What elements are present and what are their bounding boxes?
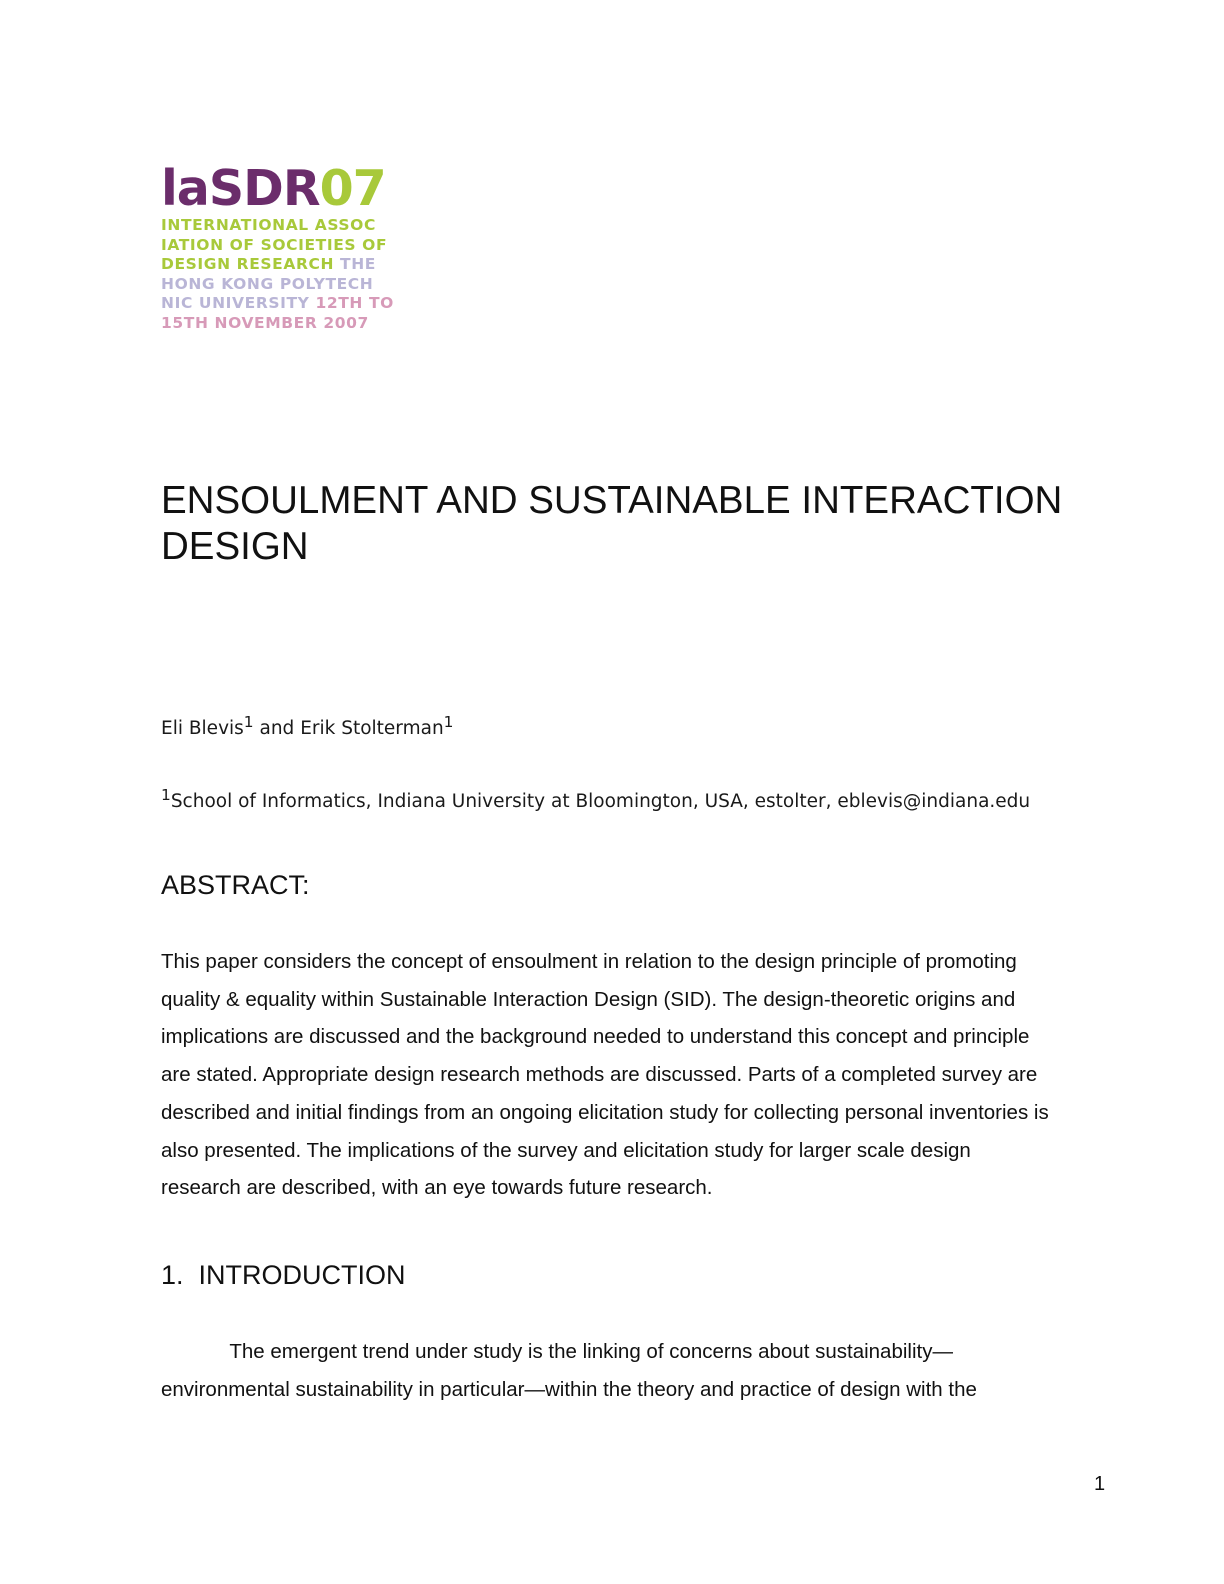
conference-logo [161, 160, 411, 333]
author-affiliation-mark: 1 [443, 713, 454, 731]
logo-text-segment: HONG KONG POLYTECH [161, 274, 374, 293]
logo-text-line [161, 294, 411, 314]
author-connector: and [253, 718, 301, 740]
introduction-heading: 1. INTRODUCTION [161, 1260, 406, 1290]
logo-text-segment: NIC UNIVERSITY [161, 294, 316, 312]
logo-text-line [161, 236, 411, 256]
logo-text-segment: 15TH NOVEMBER 2007 [161, 313, 369, 332]
author-affiliation-mark: 1 [243, 713, 254, 731]
affiliation-line [161, 783, 1030, 814]
page-number: 1 [1094, 1473, 1106, 1495]
logo-text-segment: INTERNATIONAL ASSOC [161, 216, 376, 234]
logo-mark-left: laSDR [161, 160, 320, 217]
logo-mark [161, 160, 411, 217]
logo-text-segment: THE [340, 255, 376, 273]
abstract-body: This paper considers the concept of ensoulment in relation to the design principle of promoting quality & equality within Sustainable Interaction Design (SID). The design-theoretic origins and implications are discussed and the background needed to understand this concept and principle are stated. Appropriate design research methods are discussed. Parts of a completed survey are described and initial findings from an ongoing elicitation study for collecting personal inventories is also presented. The implications of the survey and elicitation study for larger scale design research are described, with an eye towards future research. [161, 950, 1049, 1200]
logo-mark-right: 07 [319, 160, 386, 217]
paper-title: ENSOULMENT AND SUSTAINABLE INTERACTION DESIGN [161, 479, 1063, 568]
author-name: Erik Stolterman [300, 718, 444, 740]
author-name: Eli Blevis [161, 718, 244, 740]
affiliation-text: School of Informatics, Indiana University at Bloomington, USA, estolter, eblevis@indiana.edu [170, 791, 1031, 813]
logo-text-line [161, 216, 411, 236]
logo-text-block [161, 216, 411, 333]
logo-text-line [161, 314, 411, 334]
abstract-heading: ABSTRACT: [161, 870, 310, 900]
logo-text-line [161, 255, 411, 275]
logo-text-line [161, 275, 411, 295]
logo-text-segment: 12TH TO [315, 294, 394, 312]
author-line [161, 710, 453, 741]
logo-text-segment: IATION OF SOCIETIES OF [161, 235, 388, 254]
introduction-body: The emergent trend under study is the linking of concerns about sustainability— environmental sustainability in particular—within the theory and practice of design with the [161, 1340, 977, 1401]
logo-text-segment: DESIGN RESEARCH [161, 255, 341, 273]
affiliation-mark: 1 [161, 786, 171, 804]
